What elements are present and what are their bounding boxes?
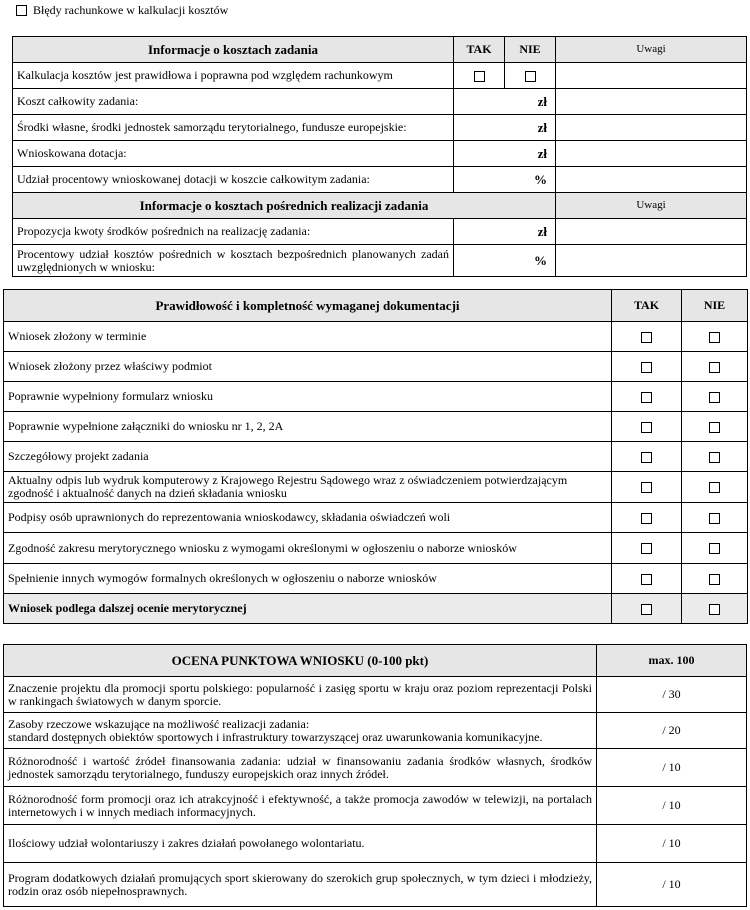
total-cost-label: Koszt całkowity zadania:	[13, 89, 454, 115]
calc-errors-checkbox[interactable]	[16, 5, 27, 16]
doc-row-label: Zgodność zakresu merytorycznego wniosku z wymogami określonymi w ogłoszeniu o naborze wniosków	[4, 533, 612, 564]
indirect-percent-uwagi-field[interactable]	[556, 245, 747, 277]
score-points-field[interactable]: / 10	[597, 863, 747, 907]
score-points-field[interactable]: / 20	[597, 713, 747, 749]
indirect-amount-uwagi-field[interactable]	[556, 219, 747, 245]
costs-table	[12, 36, 747, 277]
score-criterion-detail: standard dostępnych obiektów sportowych i infrastruktury towarzyszącej oraz uwarunkowania komunikacyjne.	[8, 729, 543, 744]
doc-row-tak-checkbox[interactable]	[641, 543, 652, 554]
doc-row-nie-checkbox[interactable]	[709, 332, 720, 343]
doc-row-tak-checkbox[interactable]	[641, 513, 652, 524]
calc-correct-label: Kalkulacja kosztów jest prawidłowa i poprawna pod względem rachunkowym	[13, 63, 454, 89]
grant-percent-label: Udział procentowy wnioskowanej dotacji w koszcie całkowitym zadania:	[13, 167, 454, 193]
calc-errors-option[interactable]	[16, 3, 228, 18]
doc-row-tak-checkbox[interactable]	[641, 332, 652, 343]
doc-row-label: Aktualny odpis lub wydruk komputerowy z Krajowego Rejestru Sądowego wraz z oświadczeniem potwierdzającym zgodność i aktualność danych na dzień składania wniosku	[4, 472, 612, 503]
grant-percent-field[interactable]: %	[454, 167, 556, 193]
doc-row-nie-checkbox[interactable]	[709, 392, 720, 403]
further-evaluation-tak-checkbox[interactable]	[641, 604, 652, 615]
doc-row-tak-checkbox[interactable]	[641, 482, 652, 493]
doc-row-nie-checkbox[interactable]	[709, 452, 720, 463]
score-criterion-label: Różnorodność i wartość źródeł finansowania zadania: udział w finansowaniu zadania środków własnych, środków jednostek samorządu terytorialnego, funduszy europejskich oraz innych źródeł.	[4, 749, 597, 787]
doc-row-label: Wniosek złożony przez właściwy podmiot	[4, 352, 612, 382]
indirect-col-uwagi: Uwagi	[556, 193, 747, 219]
score-criterion-label: Program dodatkowych działań promujących sport skierowany do szerokich grup społecznych, w tym dzieci i młodzieży, rodzin oraz osób niepełnosprawnych.	[4, 863, 597, 907]
doc-row-label: Poprawnie wypełnione załączniki do wniosku nr 1, 2, 2A	[4, 412, 612, 442]
score-criterion-label: Zasoby rzeczowe wskazujące na możliwość realizacji zadania:	[8, 716, 310, 731]
indirect-costs-header: Informacje o kosztach pośrednich realizacji zadania	[13, 193, 556, 219]
doc-row-nie-checkbox[interactable]	[709, 362, 720, 373]
indirect-percent-label: Procentowy udział kosztów pośrednich w kosztach bezpośrednich planowanych zadań uwzględnionych w wniosku:	[13, 245, 454, 277]
docs-col-tak: TAK	[612, 290, 682, 322]
indirect-amount-label: Propozycja kwoty środków pośrednich na realizację zadania:	[13, 219, 454, 245]
doc-row-label: Szczegółowy projekt zadania	[4, 442, 612, 472]
doc-row-tak-checkbox[interactable]	[641, 452, 652, 463]
doc-row-nie-checkbox[interactable]	[709, 574, 720, 585]
docs-col-nie: NIE	[682, 290, 748, 322]
calc-correct-tak-checkbox[interactable]	[474, 71, 485, 82]
score-max-label: max. 100	[597, 645, 747, 677]
costs-col-tak: TAK	[454, 37, 505, 63]
requested-grant-uwagi-field[interactable]	[556, 141, 747, 167]
costs-col-nie: NIE	[505, 37, 556, 63]
doc-row-nie-checkbox[interactable]	[709, 543, 720, 554]
score-criterion-label: Znaczenie projektu dla promocji sportu polskiego: popularność i zasięg sportu w kraju oraz poziom reprezentacji Polski w rankingach światowych w danym sporcie.	[4, 677, 597, 713]
score-table	[3, 644, 747, 907]
grant-percent-uwagi-field[interactable]	[556, 167, 747, 193]
doc-row-tak-checkbox[interactable]	[641, 392, 652, 403]
further-evaluation-nie-checkbox[interactable]	[709, 604, 720, 615]
total-cost-field[interactable]: zł	[454, 89, 556, 115]
doc-row-tak-checkbox[interactable]	[641, 574, 652, 585]
doc-row-label: Spełnienie innych wymogów formalnych określonych w ogłoszeniu o naborze wniosków	[4, 564, 612, 594]
total-cost-uwagi-field[interactable]	[556, 89, 747, 115]
calc-errors-label: Błędy rachunkowe w kalkulacji kosztów	[33, 3, 229, 17]
costs-header: Informacje o kosztach zadania	[13, 37, 454, 63]
requested-grant-label: Wnioskowana dotacja:	[13, 141, 454, 167]
own-funds-label: Środki własne, środki jednostek samorządu terytorialnego, fundusze europejskie:	[13, 115, 454, 141]
score-points-field[interactable]: / 30	[597, 677, 747, 713]
doc-row-tak-checkbox[interactable]	[641, 362, 652, 373]
indirect-amount-field[interactable]: zł	[454, 219, 556, 245]
docs-header: Prawidłowość i kompletność wymaganej dokumentacji	[4, 290, 612, 322]
calc-correct-uwagi-field[interactable]	[556, 63, 747, 89]
calc-correct-nie-checkbox[interactable]	[525, 71, 536, 82]
doc-row-label: Podpisy osób uprawnionych do reprezentowania wnioskodawcy, składania oświadczeń woli	[4, 503, 612, 533]
score-criterion-cell	[4, 713, 597, 749]
doc-row-nie-checkbox[interactable]	[709, 482, 720, 493]
score-header: OCENA PUNKTOWA WNIOSKU (0-100 pkt)	[4, 645, 597, 677]
score-points-field[interactable]: / 10	[597, 787, 747, 825]
score-points-field[interactable]: / 10	[597, 749, 747, 787]
doc-row-nie-checkbox[interactable]	[709, 513, 720, 524]
score-criterion-label: Ilościowy udział wolontariuszy i zakres działań powołanego wolontariatu.	[4, 825, 597, 863]
own-funds-uwagi-field[interactable]	[556, 115, 747, 141]
doc-row-label: Wniosek złożony w terminie	[4, 322, 612, 352]
costs-col-uwagi: Uwagi	[556, 37, 747, 63]
doc-row-tak-checkbox[interactable]	[641, 422, 652, 433]
doc-row-label: Poprawnie wypełniony formularz wniosku	[4, 382, 612, 412]
requested-grant-field[interactable]: zł	[454, 141, 556, 167]
score-criterion-label: Różnorodność form promocji oraz ich atrakcyjność i efektywność, a także promocja zawodów w telewizji, na portalach internetowych i w innych mediach informacyjnych.	[4, 787, 597, 825]
indirect-percent-field[interactable]: %	[454, 245, 556, 277]
further-evaluation-label: Wniosek podlega dalszej ocenie merytorycznej	[4, 594, 612, 624]
own-funds-field[interactable]: zł	[454, 115, 556, 141]
score-points-field[interactable]: / 10	[597, 825, 747, 863]
documentation-table	[3, 289, 748, 624]
doc-row-nie-checkbox[interactable]	[709, 422, 720, 433]
